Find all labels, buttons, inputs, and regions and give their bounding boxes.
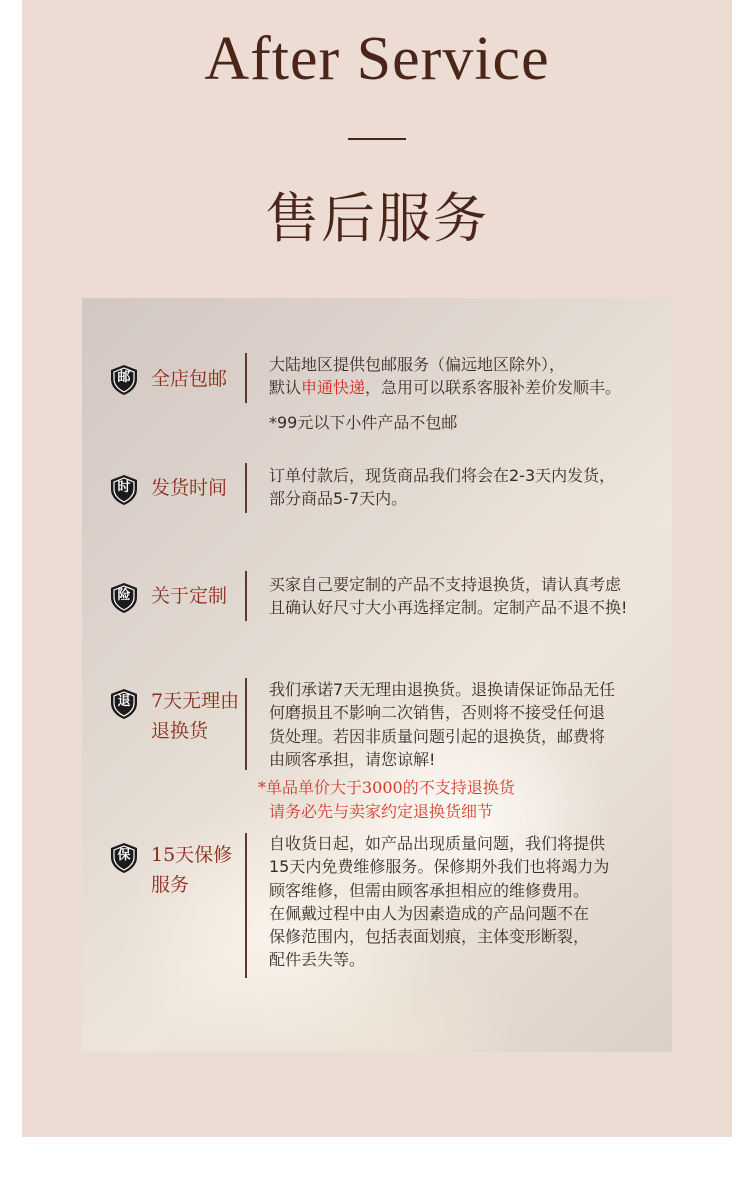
divider-line	[245, 833, 247, 978]
shield-icon	[110, 474, 138, 506]
section-body: 买家自己要定制的产品不支持退换货，请认真考虑 且确认好尺寸大小再选择定制。定制产品不退不换!	[269, 575, 628, 618]
section-body: 自收货日起，如产品出现质量问题，我们将提供 15天内免费维修服务。保修期外我们也将竭力为 顾客维修，但需由顾客承担相应的维修费用。 在佩戴过程中由人为因素造成的产品问题不在 保修范围内，包括表面划痕，主体变形断裂， 配件丢失等。	[269, 834, 610, 970]
badge-char: 退	[117, 694, 131, 709]
badge-char: 邮	[117, 370, 131, 385]
shield-icon	[110, 842, 138, 874]
shield-icon	[110, 364, 138, 396]
divider-line	[245, 463, 247, 513]
section-body: 订单付款后，现货商品我们将会在2-3天内发货， 部分商品5-7天内。	[269, 466, 616, 509]
section-label: 15天保修 服务	[151, 844, 233, 896]
badge-char: 保	[117, 848, 131, 863]
section-label: 关于定制	[151, 585, 228, 607]
divider-line	[245, 571, 247, 621]
service-card	[82, 298, 672, 1052]
after-service-panel	[22, 0, 732, 1137]
divider-line	[245, 678, 247, 770]
title-divider	[348, 138, 406, 140]
section-body: 大陆地区提供包邮服务（偏远地区除外）， 默认申通快递，急用可以联系客服补差价发顺丰。	[269, 355, 622, 398]
section-label: 7天无理由 退换货	[151, 690, 240, 742]
badge-char: 时	[117, 480, 131, 495]
english-title: After Service	[204, 25, 550, 93]
badge-char: 险	[117, 588, 131, 603]
divider-line	[245, 353, 247, 403]
chinese-title: 售后服务	[265, 187, 489, 250]
highlight-courier: 申通快递	[301, 378, 366, 398]
shield-icon	[110, 688, 138, 720]
shipping-note: *99元以下小件产品不包邮	[269, 413, 458, 432]
section-label: 全店包邮	[151, 368, 228, 390]
section-body: 我们承诺7天无理由退换货。退换请保证饰品无任 何磨损且不影响二次销售，否则将不接受任何退 货处理。若因非质量问题引起的退换货，邮费将 由顾客承担，请您谅解!	[269, 680, 616, 769]
returns-warning: *单品单价大于3000的不支持退换货 请务必先与卖家约定退换货细节	[258, 778, 515, 821]
section-label: 发货时间	[151, 477, 228, 499]
shield-icon	[110, 582, 138, 614]
